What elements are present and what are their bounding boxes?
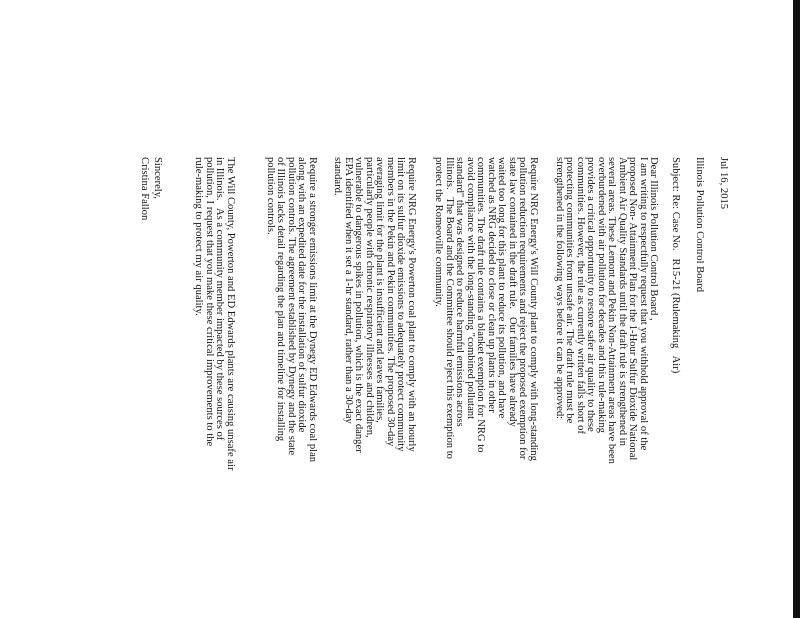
paragraph-line: avoid compliance with the long-standing "combined pollutant <box>464 157 476 420</box>
paragraph-line: limit on its sulfur dioxide emissions to adequately protect community <box>395 157 407 452</box>
letter-date: Jul 16, 2015 <box>718 157 729 210</box>
salutation: Dear Illinois Pollution Control Board , <box>648 157 659 321</box>
paragraph-line: in Illinois. As a community member impacted by these sources of <box>214 157 226 441</box>
paragraph-line: communities. However, the rule as currently written falls short of <box>574 157 586 434</box>
paragraph-line: rule-making to protect my air quality. <box>193 157 205 316</box>
paragraph-line: vulnerable to dangerous spikes in pollution, which is the exact danger <box>353 157 365 453</box>
paragraph-line: watched as NRG decided to close or clean up plants in other <box>485 157 497 413</box>
paragraph-line: overburdened with air pollution for decades and this rule-making <box>595 157 607 433</box>
paragraph-line: protecting communities from unsafe air. The draft rule must be <box>564 157 576 424</box>
paragraph-line: I am writing to respectfully request that you withhold approval of the <box>638 157 649 451</box>
paragraph-line: Ambient Air Quality Standards until the draft rule is strengthened in <box>616 157 628 446</box>
paragraph-line: several areas. These Lemont and Pekin Non-Attainment areas have been <box>606 157 618 464</box>
paragraph-line: Require NRG Energy's Will County plant to comply with long-standing <box>528 157 539 461</box>
paragraph-line: EPA identified when it set a 1-hr standard, rather than a 30-day <box>342 157 354 424</box>
paragraph-line: provides a critical opportunity to restore safer air quality to these <box>585 157 597 432</box>
paragraph-line: along with an expedited date for the installation of sulfur dioxide <box>296 157 308 433</box>
recipient-line: Illinois Pollution Control Board <box>694 157 705 293</box>
paragraph-line: standard" that was designed to reduce harmful emissions across <box>454 157 466 427</box>
paragraph-line: Require NRG Energy's Powerton coal plant to comply with an hourly <box>406 157 417 452</box>
signature: Cristina Fallon <box>139 157 150 221</box>
paragraph-line: standard. <box>332 157 344 196</box>
paragraph-line: protect the Romeoville community. <box>433 157 445 307</box>
paragraph-line: pollution controls. The agreement established by Dynegy and the state <box>285 157 297 456</box>
paragraph-line: pollution controls. <box>264 157 276 235</box>
paragraph-line: Illinois. The Board and the Committee should reject this exemption to <box>443 157 455 459</box>
paragraph-line: pollution reduction requirements and reject the proposed exemption for <box>517 157 529 460</box>
paragraph-line: proposed Non- Attainment Plan for the 1-Hour Sulfur Dioxide National <box>627 157 639 461</box>
paragraph-line: communities. The draft rule contains a blanket exemption for NRG to <box>475 157 487 453</box>
closing: Sincerely, <box>152 157 163 199</box>
paragraph-line: averaging limit for the plant is insufficient and leaves families, <box>374 157 386 423</box>
paragraph-line: Require a stronger emissions limit at the Dynegy ED Edwards coal plan <box>307 157 318 463</box>
paragraph-line: state law contained in the draft rule. Our families have already <box>506 157 518 427</box>
paragraph-line: strengthened in the following ways before it can be approved: <box>553 157 565 420</box>
paragraph-line: pollution, I request that you make these critical improvements to the <box>203 157 215 447</box>
page-edge-shadow <box>793 0 800 618</box>
paragraph-line: of Illinois lacks detail regarding the plan and timeline for installing <box>275 157 287 442</box>
subject-line: Subject: Re: Case No. R15-21 (Rulemaking Air) <box>670 157 681 374</box>
paragraph-line: members in the Pekin and Pekin communities. The proposed 30-day <box>384 157 396 447</box>
paragraph-line: The Will County, Powerton and ED Edwards plants are causing unsafe air <box>225 157 236 471</box>
paragraph-line: waited too long for this plant to reduce its pollution, and have <box>496 157 508 419</box>
paragraph-line: particularly people with chronic respiratory illnesses and children, <box>363 157 375 438</box>
